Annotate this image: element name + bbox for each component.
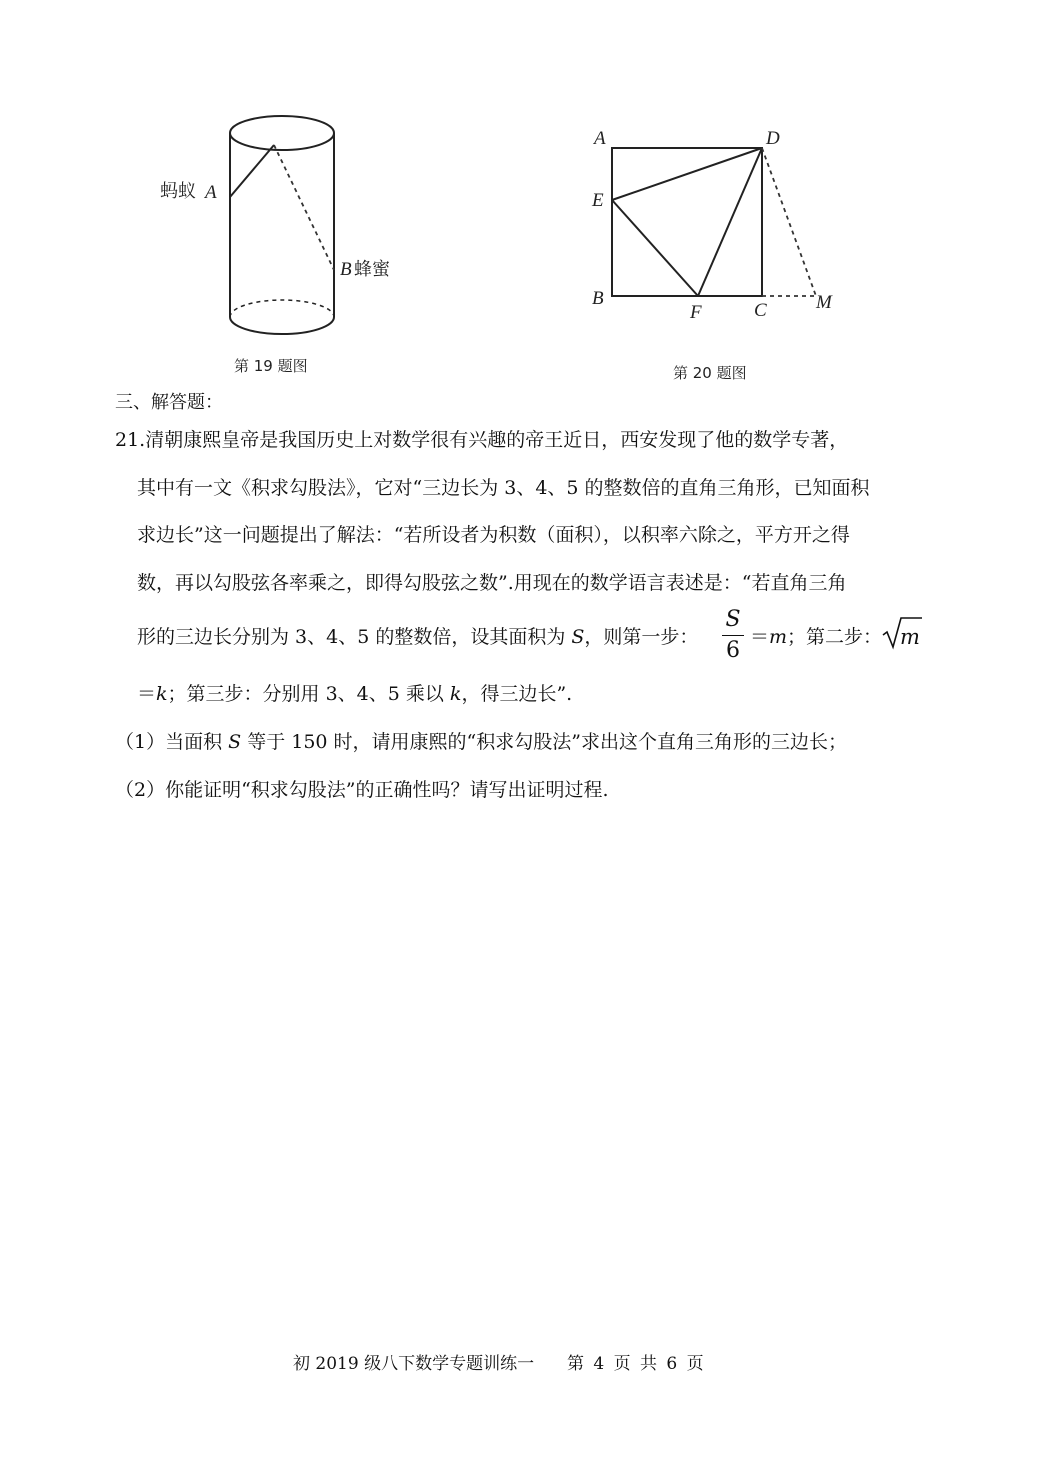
line-5-text-d: ；第二步： [787, 626, 883, 648]
question-1-variable-s: S [228, 731, 242, 753]
figure-20-square [580, 120, 850, 330]
label-point-a: A [594, 128, 606, 149]
square-abcd [612, 148, 762, 296]
label-point-c: C [754, 300, 767, 321]
figure-19-cylinder [150, 105, 420, 345]
label-point-f: F [690, 302, 702, 323]
figure-19-caption: 第 19 题图 [234, 357, 308, 375]
problem-21-line-3: 求边长”这一问题提出了解法：“若所设者为积数（面积），以积率六除之，平方开之得 [137, 524, 850, 546]
variable-m: m [769, 626, 788, 648]
label-point-m: M [816, 292, 832, 313]
segment-ed [612, 148, 762, 200]
problem-21-line-6 [137, 680, 572, 708]
line-6-text-c: ，得三边长”. [461, 683, 573, 705]
problem-21-line-5 [137, 623, 698, 651]
segment-fd [698, 148, 762, 296]
figure-20-caption: 第 20 题图 [673, 364, 747, 382]
label-point-a: A [205, 182, 217, 203]
label-honey-text: 蜂蜜 [354, 259, 390, 280]
label-ant-text: 蚂蚁 [160, 181, 196, 202]
problem-21-line-5-cont [750, 623, 882, 651]
section-heading: 三、解答题： [115, 392, 223, 413]
fraction-denominator: 6 [726, 638, 740, 663]
fraction-bar [722, 635, 744, 636]
line-5-equals: ＝ [750, 626, 770, 648]
footer-course-title: 初 2019 级八下数学专题训练一 [293, 1354, 535, 1374]
fraction-s-over-6 [720, 608, 746, 663]
line-5-text-a: 形的三边长分别为 3、4、5 的整数倍，设其面积为 [137, 626, 572, 648]
cylinder-bottom-front [230, 317, 334, 334]
line-6-equals: ＝ [137, 683, 157, 705]
label-point-b: B [340, 259, 352, 280]
cylinder-bottom-back [230, 300, 334, 317]
question-1-text-b: 等于 150 时，请用康熙的“积求勾股法”求出这个直角三角形的三边长； [241, 731, 847, 753]
segment-dm-dashed [762, 148, 816, 296]
question-2: （2）你能证明“积求勾股法”的正确性吗？请写出证明过程. [115, 779, 609, 801]
problem-21-line-2: 其中有一文《积求勾股法》，它对“三边长为 3、4、5 的整数倍的直角三角形，已知面积 [137, 477, 870, 499]
question-1-text-a: （1）当面积 [115, 731, 229, 753]
line-6-text-b: ；第三步：分别用 3、4、5 乘以 [167, 683, 450, 705]
ant-path-dashed [274, 145, 334, 270]
question-1 [115, 728, 847, 756]
sqrt-radicand: m [900, 625, 920, 649]
variable-k-2: k [449, 683, 462, 705]
ant-path-solid [230, 145, 274, 197]
problem-21-line-4: 数，再以勾股弦各率乘之，即得勾股弦之数”.用现在的数学语言表述是：“若直角三角 [137, 572, 847, 594]
segment-ef [612, 200, 698, 296]
line-5-text-b: ，则第一步： [584, 626, 699, 648]
variable-k: k [156, 683, 168, 705]
fraction-numerator: S [725, 607, 741, 632]
problem-21-line-1: 21.清朝康熙皇帝是我国历史上对数学很有兴趣的帝王近日，西安发现了他的数学专著， [115, 429, 849, 451]
cylinder-top-ellipse [230, 116, 334, 150]
label-point-b: B [592, 288, 604, 309]
footer-page-number: 第 4 页 共 6 页 [567, 1354, 706, 1374]
variable-s: S [571, 626, 585, 648]
label-point-e: E [592, 190, 604, 211]
label-point-d: D [766, 128, 780, 149]
